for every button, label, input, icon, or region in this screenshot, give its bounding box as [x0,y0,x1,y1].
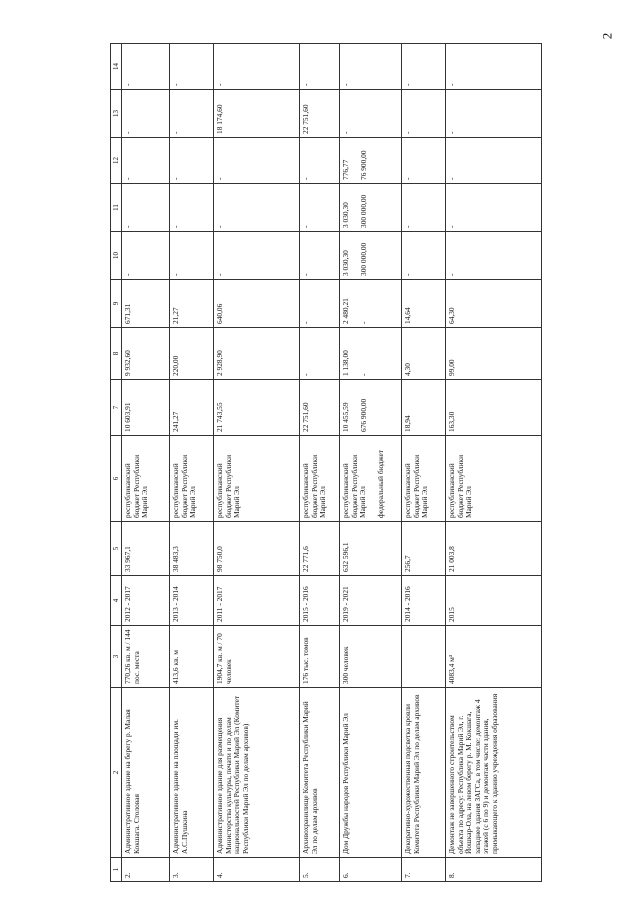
column-header: 6 [111,436,122,522]
value-cell-c11 [122,184,170,232]
value-cell-c11 [214,184,300,232]
row-number-cell: 7. [402,858,446,882]
object-name-cell: Административное здание на площади им. А.С.Пушкина [170,688,214,858]
line-gap [351,93,360,134]
column-number-row [111,44,122,882]
object-name-cell: Административное здание для размещения Министерства культуры, печати и по делам национальностей Республики Марий Эл (Комитет Республики Марий Эл по делам архивов) [214,688,300,858]
cell-value: 64,30 [447,307,457,324]
period-cell: 2015 [446,576,542,626]
row-number-cell: 2. [122,858,170,882]
funding-source-cell [402,436,446,522]
value-cell-c12 [340,138,402,184]
value-cell-c14 [170,44,214,90]
column-header: 10 [111,232,122,280]
row-number-cell: 5. [300,858,340,882]
value-cell-c12 [446,138,542,184]
row-number-cell: 6. [340,858,402,882]
cell-value: 1 138,00 [341,350,351,376]
column-header: 5 [111,522,122,576]
value-cell-c10 [214,232,300,280]
value-cell-c14 [402,44,446,90]
value-cell-c13 [446,90,542,138]
value-cell-c7 [122,380,170,436]
cell-value: - [123,131,133,134]
table-row [340,44,402,882]
value-cell-c13 [402,90,446,138]
value-cell-c12 [214,138,300,184]
value-cell-c14 [300,44,340,90]
table-row [170,44,214,882]
cell-value: - [123,225,133,228]
cell-value: 99,00 [447,359,457,376]
cell-value: 14,64 [403,307,413,324]
line-gap [351,47,360,86]
value-cell-c7 [446,380,542,436]
estimated-cost-cell: 256,7 [402,522,446,576]
cell-value: 76 900,00 [358,150,368,180]
estimated-cost-cell: 22 771,6 [300,522,340,576]
column-header: 12 [111,138,122,184]
value-cell-c7 [170,380,214,436]
cell-value: - [403,131,413,134]
cell-value: 22 751,60 [301,402,311,432]
value-cell-c7 [214,380,300,436]
table-row [300,44,340,882]
value-cell-c7 [300,380,340,436]
cell-value: 21 743,55 [215,402,225,432]
value-cell-c12 [122,138,170,184]
object-name-cell: Демонтаж не завершенного строительством объекта по адресу: Республика Марий Эл, г. Йошкар-Ола, на левом берегу р. М. Кокшага, западнее здания ЗАГСа, в том числе: демонтаж 4 этажей (с 6 по 9) и демонтаж части здания, примыкающего к зданию учреждения образования [446,688,542,858]
capacity-cell: 770,26 кв. м / 144 пос. места [122,626,170,688]
value-cell-c8 [170,328,214,380]
value-cell-c13 [214,90,300,138]
column-header: 2 [111,688,122,858]
estimated-cost-cell: 33 967,1 [122,522,170,576]
value-cell-c9 [402,280,446,328]
period-cell: 2014 - 2016 [402,576,446,626]
value-cell-c13 [340,90,402,138]
cell-value: - [301,177,311,180]
cell-value: - [341,83,351,86]
cell-value: 21,27 [171,307,181,324]
value-cell-c8 [340,328,402,380]
cell-value: - [301,225,311,228]
value-cell-c12 [402,138,446,184]
cell-value: - [358,373,368,376]
value-cell-c10 [446,232,542,280]
cell-value: 300 000,00 [358,242,368,276]
column-header: 13 [111,90,122,138]
estimated-cost-cell: 632 596,1 [340,522,402,576]
cell-value: - [123,273,133,276]
value-cell-c14 [340,44,402,90]
cell-value: 9 932,60 [123,350,133,376]
cell-value: 10 455,59 [341,402,351,432]
cell-value: - [171,225,181,228]
column-header: 1 [111,858,122,882]
cell-value: - [215,273,225,276]
object-name-cell: Архивохранилище Комитета Республики Марий Эл по делам архивов [300,688,340,858]
cell-value: - [301,321,311,324]
value-cell-c9 [446,280,542,328]
row-number-cell: 4. [214,858,300,882]
value-cell-c12 [300,138,340,184]
cell-value: - [301,373,311,376]
line-gap [351,283,360,324]
value-cell-c13 [300,90,340,138]
cell-value: - [358,321,368,324]
cell-value: 2 928,90 [215,350,225,376]
funding-source-cell [170,436,214,522]
estimated-cost-cell: 98 750,0 [214,522,300,576]
cell-value: 22 751,60 [301,104,311,134]
cell-value: 676 900,00 [358,398,368,432]
cell-value: 3 030,30 [341,202,351,228]
value-cell-c14 [214,44,300,90]
funding-source-cell [214,436,300,522]
value-cell-c10 [402,232,446,280]
line-gap [351,331,360,376]
value-cell-c10 [340,232,402,280]
rotated-table-container [110,44,620,882]
object-name-cell: Административное здание на берегу р. Малая Кокшага. Столовая [122,688,170,858]
cell-value: 300 000,00 [358,194,368,228]
value-cell-c9 [214,280,300,328]
cell-value: - [215,225,225,228]
cell-value: - [447,177,457,180]
cell-value: 241,27 [171,411,181,432]
value-cell-c7 [340,380,402,436]
capacity-cell: 4083,4 м³ [446,626,542,688]
cell-value: - [447,83,457,86]
page-number: 2 [599,32,615,40]
funding-source-cell [340,436,402,522]
value-cell-c9 [170,280,214,328]
program-objects-table [110,43,542,882]
capacity-cell: 300 человек [340,626,402,688]
cell-value: - [171,273,181,276]
cell-value: - [447,131,457,134]
cell-value: - [171,177,181,180]
cell-value: федеральный бюджет [375,449,385,518]
object-name-cell: Декоративно-художественная подсветка кровли Комитета Республики Марий Эл по делам архивов [402,688,446,858]
estimated-cost-cell: 38 483,3 [170,522,214,576]
cell-value: 776,77 [341,159,351,180]
column-header: 4 [111,576,122,626]
column-header: 3 [111,626,122,688]
value-cell-c8 [214,328,300,380]
column-header: 11 [111,184,122,232]
cell-value: 2 480,21 [341,298,351,324]
period-cell: 2011 - 2017 [214,576,300,626]
cell-value: - [447,225,457,228]
value-cell-c10 [300,232,340,280]
value-cell-c9 [340,280,402,328]
period-cell: 2013 - 2014 [170,576,214,626]
funding-source-cell [446,436,542,522]
cell-value: - [301,83,311,86]
period-cell: 2012 - 2017 [122,576,170,626]
value-cell-c8 [300,328,340,380]
value-cell-c13 [122,90,170,138]
capacity-cell [402,626,446,688]
value-cell-c11 [340,184,402,232]
row-number-cell: 3. [170,858,214,882]
object-name-cell: Дом Дружбы народов Республики Марий Эл [340,688,402,858]
cell-value: республиканский бюджет Республики Марий Эл [341,454,368,518]
cell-value: - [171,131,181,134]
value-cell-c14 [446,44,542,90]
cell-value: 18,94 [403,415,413,432]
column-header: 7 [111,380,122,436]
column-header: 8 [111,328,122,380]
value-cell-c10 [122,232,170,280]
cell-value: - [123,177,133,180]
cell-value: - [301,273,311,276]
cell-value: - [403,83,413,86]
cell-value: республиканский бюджет Республики Марий Эл [301,454,328,518]
cell-value: - [171,83,181,86]
value-cell-c8 [446,328,542,380]
table-row [122,44,170,882]
cell-value: республиканский бюджет Республики Марий Эл [123,454,150,518]
cell-value: 220,00 [171,355,181,376]
period-cell: 2019 - 2021 [340,576,402,626]
value-cell-c8 [402,328,446,380]
cell-value: - [215,177,225,180]
value-cell-c9 [122,280,170,328]
cell-value: 10 603,91 [123,402,133,432]
cell-value: 163,30 [447,411,457,432]
value-cell-c14 [122,44,170,90]
cell-value: республиканский бюджет Республики Марий Эл [403,454,430,518]
table-row [446,44,542,882]
value-cell-c10 [170,232,214,280]
cell-value: - [341,131,351,134]
value-cell-c11 [170,184,214,232]
value-cell-c13 [170,90,214,138]
funding-source-cell [300,436,340,522]
value-cell-c9 [300,280,340,328]
value-cell-c11 [300,184,340,232]
cell-value: 4,30 [403,363,413,376]
cell-value: - [403,177,413,180]
column-header: 14 [111,44,122,90]
period-cell: 2015 - 2016 [300,576,340,626]
table-body [122,44,542,882]
cell-value: республиканский бюджет Республики Марий Эл [447,454,474,518]
cell-value: 671,31 [123,303,133,324]
value-cell-c8 [122,328,170,380]
row-number-cell: 8. [446,858,542,882]
cell-value: 640,06 [215,303,225,324]
cell-value: - [447,273,457,276]
estimated-cost-cell: 21 003,8 [446,522,542,576]
cell-value: республиканский бюджет Республики Марий Эл [171,454,198,518]
value-cell-c7 [402,380,446,436]
capacity-cell: 1904,7 кв. м / 70 человек [214,626,300,688]
cell-value: - [403,273,413,276]
value-cell-c11 [402,184,446,232]
funding-source-cell [122,436,170,522]
table-row [402,44,446,882]
table-row [214,44,300,882]
cell-value: республиканский бюджет Республики Марий Эл [215,454,242,518]
value-cell-c11 [446,184,542,232]
capacity-cell: 413,6 кв. м [170,626,214,688]
cell-value: - [215,83,225,86]
cell-value: - [123,83,133,86]
cell-value: 3 030,30 [341,250,351,276]
value-cell-c12 [170,138,214,184]
column-header: 9 [111,280,122,328]
capacity-cell: 176 тыс. томов [300,626,340,688]
cell-value: 18 174,60 [215,104,225,134]
cell-value: - [403,225,413,228]
